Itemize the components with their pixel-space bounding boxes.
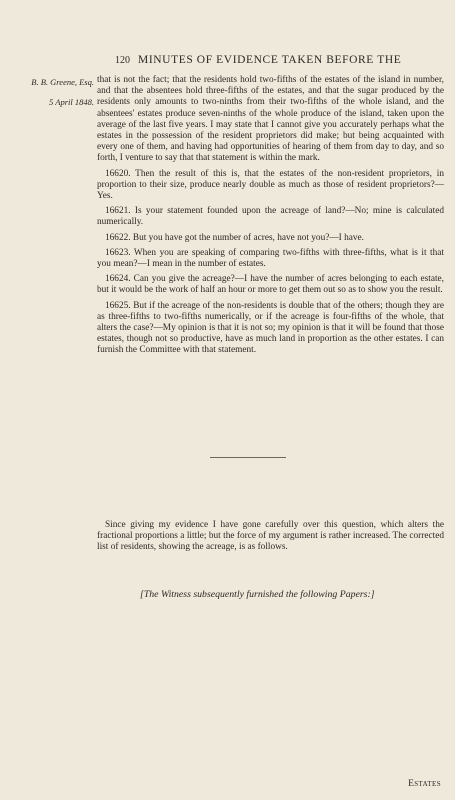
page-number: 120 xyxy=(115,55,130,66)
evidence-body xyxy=(97,75,444,361)
section-divider xyxy=(210,457,286,458)
bracket-note: [The Witness subsequently furnished the following Papers:] xyxy=(140,589,375,600)
witness-note: Since giving my evidence I have gone carefully over this question, which alters the fractional proportions a little; but the force of my argument is rather increased. The corrected list of residents, showing the acreage, is as follows. xyxy=(97,520,444,553)
running-title: MINUTES OF EVIDENCE TAKEN BEFORE THE xyxy=(138,54,402,66)
question-16623: 16623. When you are speaking of comparing two-fifths with three-fifths, what is it that you mean?—I mean in the number of estates. xyxy=(97,247,444,270)
page-header xyxy=(0,55,455,71)
catchword: Estates xyxy=(408,779,441,789)
question-16621: 16621. Is your statement founded upon the acreage of land?—No; mine is calculated numerically. xyxy=(97,206,444,228)
question-16620: 16620. Then the result of this is, that the estates of the non-resident proprietors, in proportion to their size, produce nearly double as much as those of resident proprietors?—Yes. xyxy=(97,168,444,202)
question-16625: 16625. But if the acreage of the non-residents is double that of the others; though they are as three-fifths to two-fifths numerically, or if the acreage is four-fifths of the whole, that alters the case?—My opinion is that it is not so; my opinion is that it will be found that those estates, though not so productive, have as much land in proportion as the other estates. I can furnish the Committee with that statement. xyxy=(97,300,444,356)
question-16622: 16622. But you have got the number of acres, have not you?—I have. xyxy=(105,232,364,243)
margin-date: 5 April 1848. xyxy=(49,97,94,107)
margin-witness-name: B. B. Greene, Esq. xyxy=(31,77,94,87)
paragraph-continuation: that is not the fact; that the residents hold two-fifths of the estates of the island in number, and that the absentees hold three-fifths of the estates, and that the sugar produced by the residents only amounts to two-ninths from their two-fifths of the whole island, and the absentees' estates produce seven-ninths of the whole produce of the island, taken upon the average of the last five years. I may state that I cannot give you accurately perhaps what the estates in the possession of the resident proprietors did make; but being acquainted with every one of them, and having had opportunities of hearing of them from day to day, and so forth, I venture to say that that statement is within the mark. xyxy=(97,75,444,164)
question-16624: 16624. Can you give the acreage?—I have the number of acres belonging to each estate, but it would be the work of half an hour or more to get them out so as to show you the result. xyxy=(97,274,444,296)
